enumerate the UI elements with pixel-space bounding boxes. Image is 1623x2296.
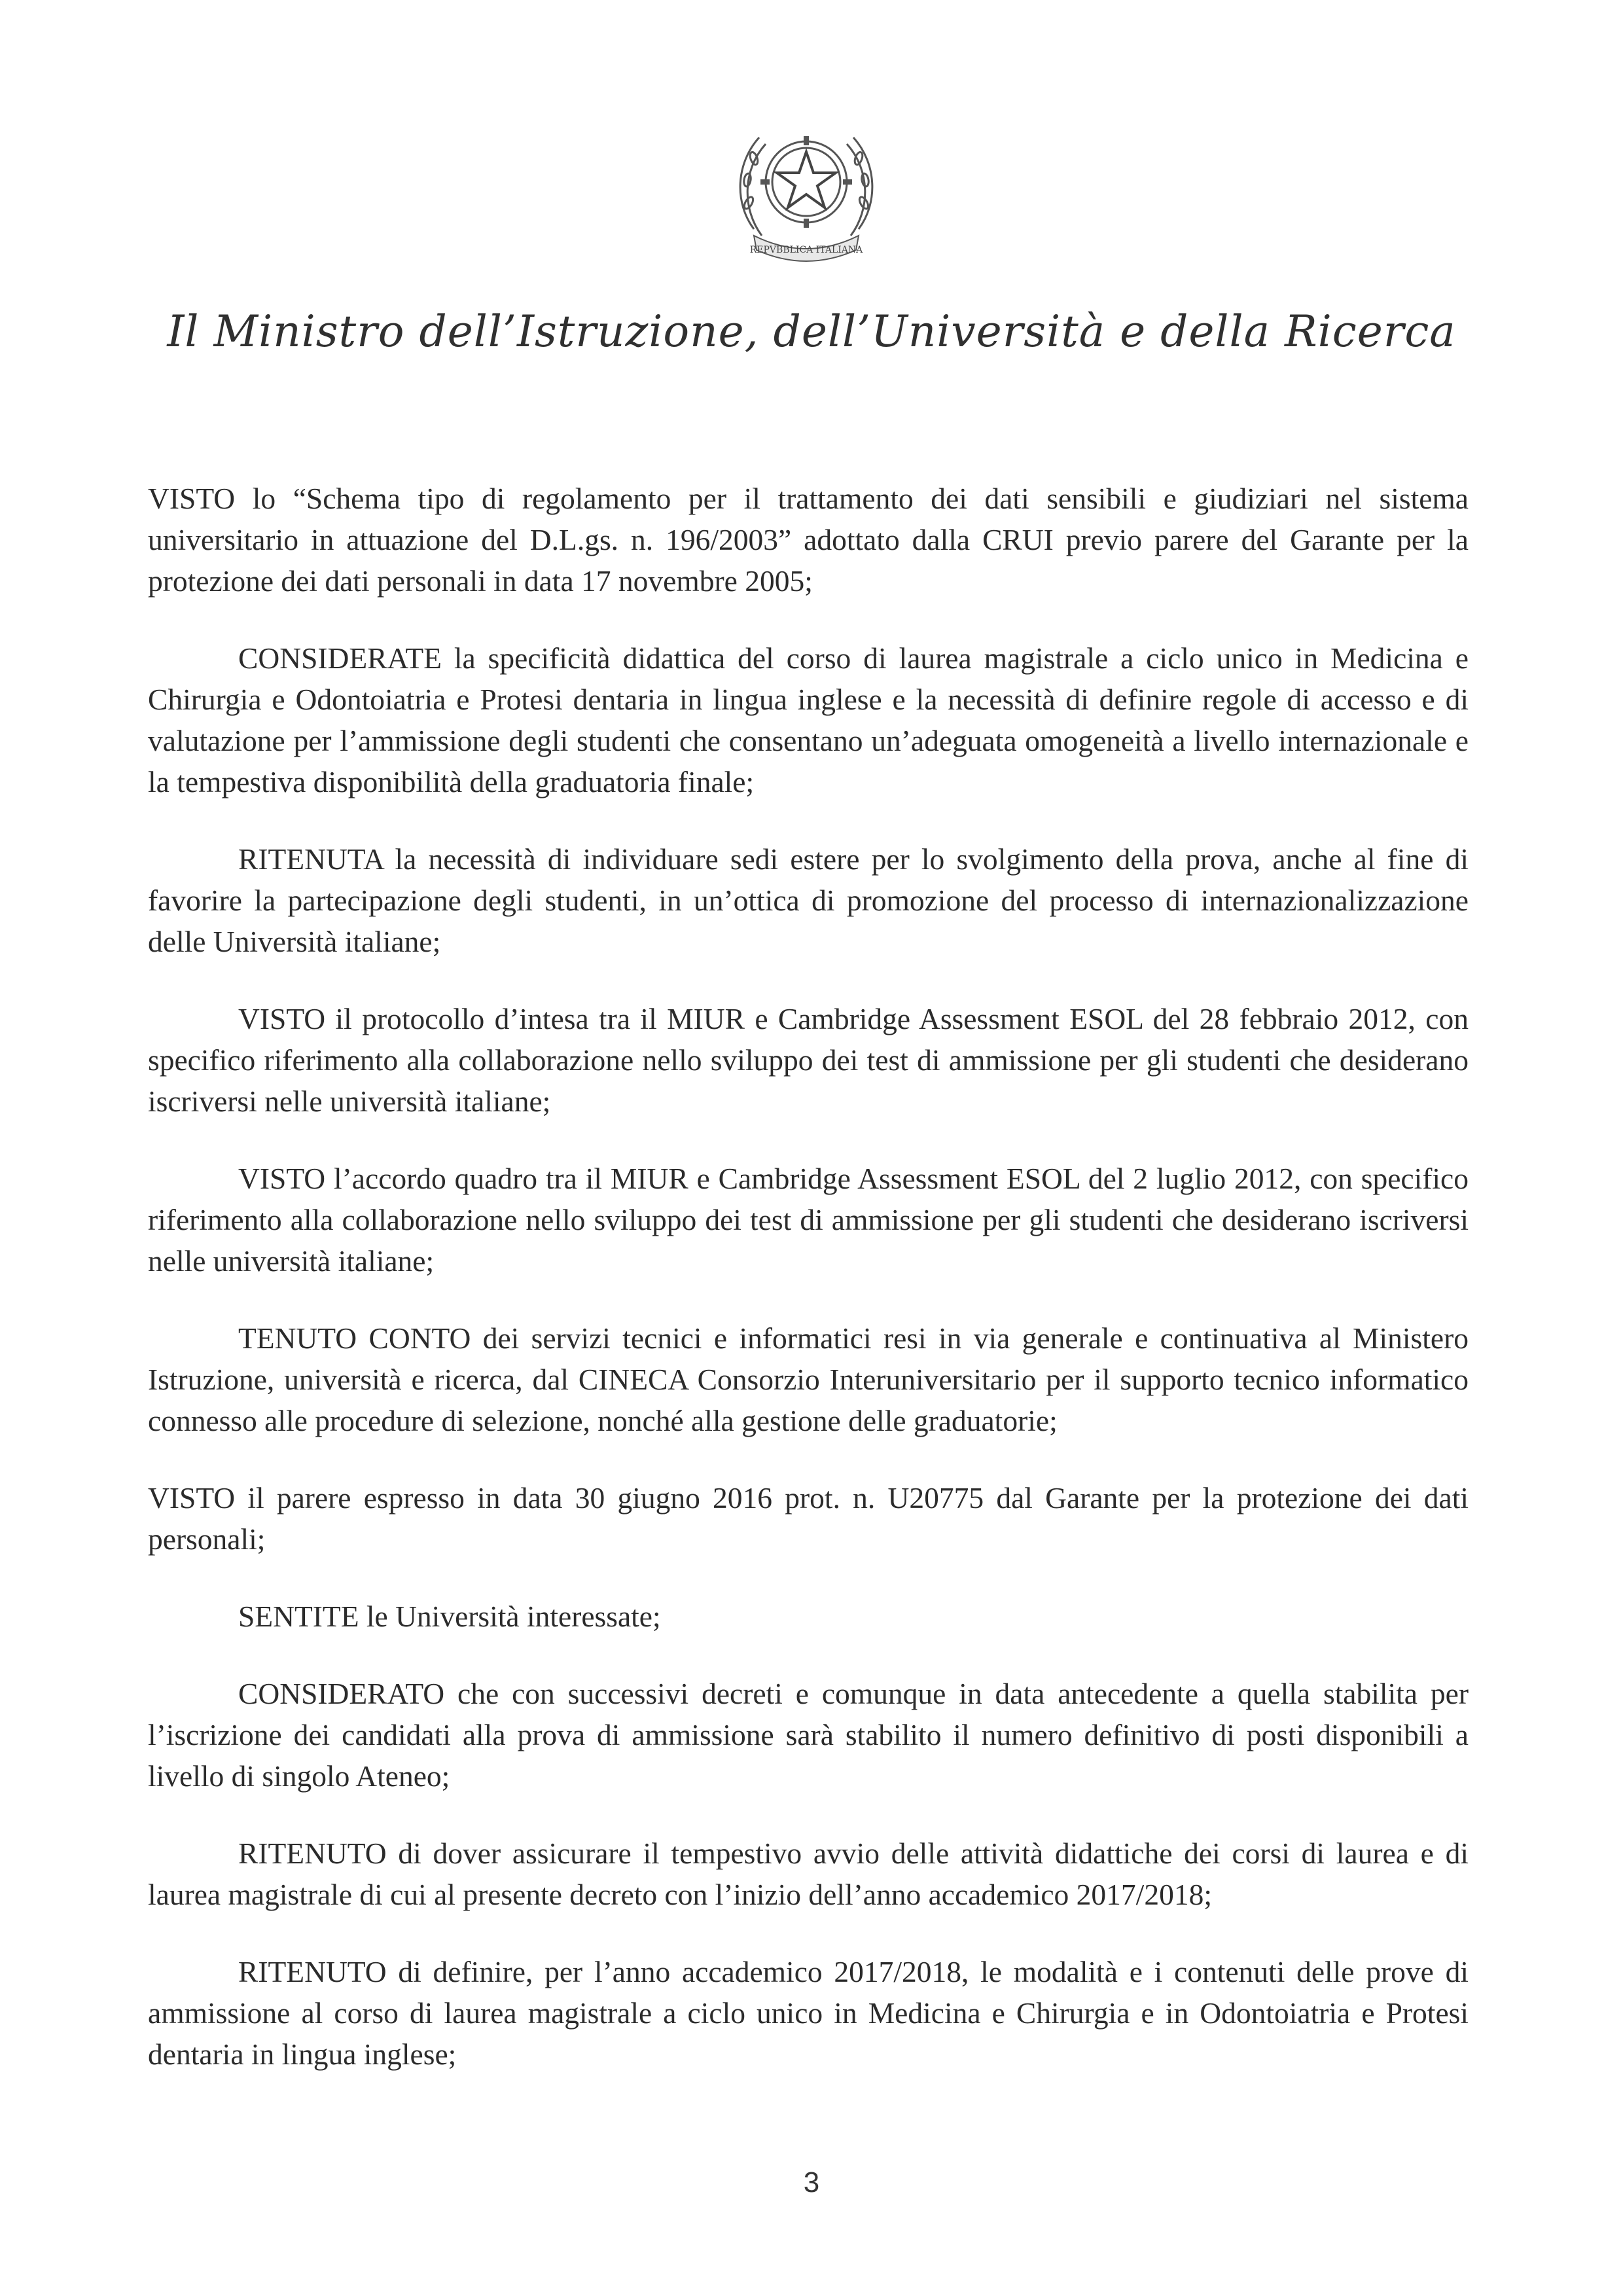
italian-republic-emblem-icon xyxy=(728,105,885,268)
page-number: 3 xyxy=(803,2166,820,2198)
paragraph-tenuto-conto: TENUTO CONTO dei servizi tecnici e informatici resi in via generale e continuativa al Ministero Istruzione, università e ricerca, dal CINECA Consorzio Interuniversitario per il supporto tecnico informatico connesso alle procedure di selezione, nonché alla gestione delle graduatorie; xyxy=(148,1321,1469,1437)
paragraph-considerato: CONSIDERATO che con successivi decreti e comunque in data antecedente a quella stabilita per l’iscrizione dei candidati alla prova di ammissione sarà stabilito il numero definitivo di posti disponibili a livello di singolo Ateneo; xyxy=(148,1677,1469,1793)
paragraph-visto-accordo: VISTO l’accordo quadro tra il MIUR e Cambridge Assessment ESOL del 2 luglio 2012, con specifico riferimento alla collaborazione nello sviluppo dei test di ammissione per gli studenti che desiderano iscriversi nelle università italiane; xyxy=(148,1162,1469,1278)
emblem-ribbon-text: REPVBBLICA ITALIANA xyxy=(749,245,863,255)
paragraph-visto-schema: VISTO lo “Schema tipo di regolamento per il trattamento dei dati sensibili e giudiziari nel sistema universitario in attuazione del D.L.gs. n. 196/2003” adottato dalla CRUI previo parere del Garante per la protezione dei dati personali in data 17 novembre 2005; xyxy=(148,482,1469,598)
paragraph-ritenuto-avvio: RITENUTO di dover assicurare il tempestivo avvio delle attività didattiche dei corsi di laurea e di laurea magistrale di cui al presente decreto con l’inizio dell’anno accademico 2017/2018; xyxy=(148,1837,1469,1911)
ministry-title: Il Ministro dell’Istruzione, dell’Università e della Ricerca xyxy=(167,306,1456,357)
paragraph-ritenuto-definire: RITENUTO di definire, per l’anno accademico 2017/2018, le modalità e i contenuti delle prove di ammissione al corso di laurea magistrale a ciclo unico in Medicina e Chirurgia e in Odontoiatria e Protesi dentaria in lingua inglese; xyxy=(148,1955,1469,2071)
paragraph-considerate: CONSIDERATE la specificità didattica del corso di laurea magistrale a ciclo unico in Medicina e Chirurgia e Odontoiatria e Protesi dentaria in lingua inglese e la necessità di definire regole di accesso e di valutazione per l’ammissione degli studenti che consentano un’adeguata omogeneità a livello internazionale e la tempestiva disponibilità della graduatoria finale; xyxy=(148,641,1469,798)
paragraph-visto-protocollo: VISTO il protocollo d’intesa tra il MIUR e Cambridge Assessment ESOL del 28 febbraio 2012, con specifico riferimento alla collaborazione nello sviluppo dei test di ammissione per gli studenti che desiderano iscriversi nelle università italiane; xyxy=(148,1002,1469,1118)
paragraph-visto-parere: VISTO il parere espresso in data 30 giugno 2016 prot. n. U20775 dal Garante per la protezione dei dati personali; xyxy=(148,1481,1469,1556)
paragraph-ritenuta: RITENUTA la necessità di individuare sedi estere per lo svolgimento della prova, anche al fine di favorire la partecipazione degli studenti, in un’ottica di promozione del processo di internazionalizzazione delle Università italiane; xyxy=(148,842,1469,958)
paragraph-sentite: SENTITE le Università interessate; xyxy=(238,1600,661,1633)
document-body xyxy=(148,478,1469,2111)
